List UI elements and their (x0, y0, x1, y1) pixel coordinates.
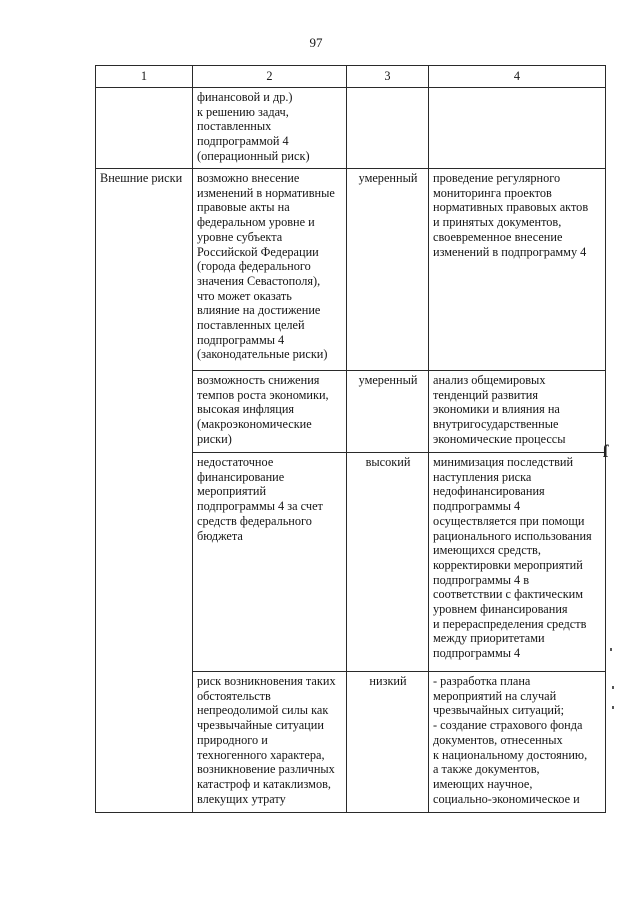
risk-level-cell (347, 453, 429, 672)
risk-measures-cell (429, 169, 606, 371)
header-col-1: 1 (96, 66, 193, 88)
risk-description-cell (193, 453, 347, 672)
risk-level-cell (347, 169, 429, 371)
scan-dot-icon (612, 686, 614, 689)
scan-mark-icon: ſ (603, 441, 609, 461)
header-col-2: 2 (193, 66, 347, 88)
table-row (96, 88, 606, 169)
header-col-3: 3 (347, 66, 429, 88)
risk-description-text: финансовой и др.) к решению задач, поставленных подпрограммой 4 (операционный риск) (197, 90, 310, 163)
scan-dot-icon (612, 706, 614, 709)
risk-level-cell (347, 371, 429, 453)
risk-measures-text: анализ общемировых тенденций развития экономики и влияния на внутригосударственные экономические процессы (433, 373, 566, 446)
risk-measures-text: минимизация последствий наступления риска недофинансирования подпрограммы 4 осуществляется при помощи рационального использования имеющихся средств, корректировки мероприятий подпрограммы 4 в соответствии с фактическим уровнем финансирования и перераспределения средств между приоритетами подпрограммы 4 (433, 455, 592, 661)
header-col-4: 4 (429, 66, 606, 88)
risk-measures-text: проведение регулярного мониторинга проектов нормативных правовых актов и принятых документов, своевременное внесение изменений в подпрограмму 4 (433, 171, 589, 259)
risk-group-cell (96, 169, 193, 813)
risk-level-text: умеренный (358, 373, 418, 387)
risk-level-cell (347, 672, 429, 813)
risk-measures-cell (429, 88, 606, 169)
risk-group-cell (96, 88, 193, 169)
risk-description-cell (193, 371, 347, 453)
risk-measures-cell (429, 371, 606, 453)
risk-table (95, 65, 609, 813)
risk-group-text: Внешние риски (100, 171, 183, 185)
risk-description-cell (193, 672, 347, 813)
scan-dot-icon (610, 648, 612, 651)
risk-level-text: низкий (369, 674, 407, 688)
table-header-row (96, 66, 606, 88)
risk-measures-text: - разработка плана мероприятий на случай чрезвычайных ситуаций; - создание страхового фонда документов, отнесенных к национальному достоянию, а также документов, имеющих научное, социально-экономическое и (433, 674, 588, 806)
risk-description-cell (193, 88, 347, 169)
risk-level-text: высокий (365, 455, 411, 469)
risk-description-text: риск возникновения таких обстоятельств непреодолимой силы как чрезвычайные ситуации природного и техногенного характера, возникновение различных катастроф и катаклизмов, влекущих утрату (197, 674, 336, 806)
risk-description-text: недостаточное финансирование мероприятий подпрограммы 4 за счет средств федерального бюджета (197, 455, 323, 543)
risk-description-text: возможно внесение изменений в нормативные правовые акты на федеральном уровне и уровне субъекта Российской Федерации (города федерального значения Севастополя), что может оказать влияние на достижение поставленных целей подпрограммы 4 (законодательные риски) (197, 171, 335, 362)
risk-level-text: умеренный (358, 171, 418, 185)
page-number: 97 (309, 35, 323, 50)
risk-measures-cell (429, 453, 606, 672)
risk-level-cell (347, 88, 429, 169)
risk-description-cell (193, 169, 347, 371)
risk-description-text: возможность снижения темпов роста экономики, высокая инфляция (макроэкономические риски) (197, 373, 329, 446)
risk-measures-cell (429, 672, 606, 813)
table-row (96, 169, 606, 371)
